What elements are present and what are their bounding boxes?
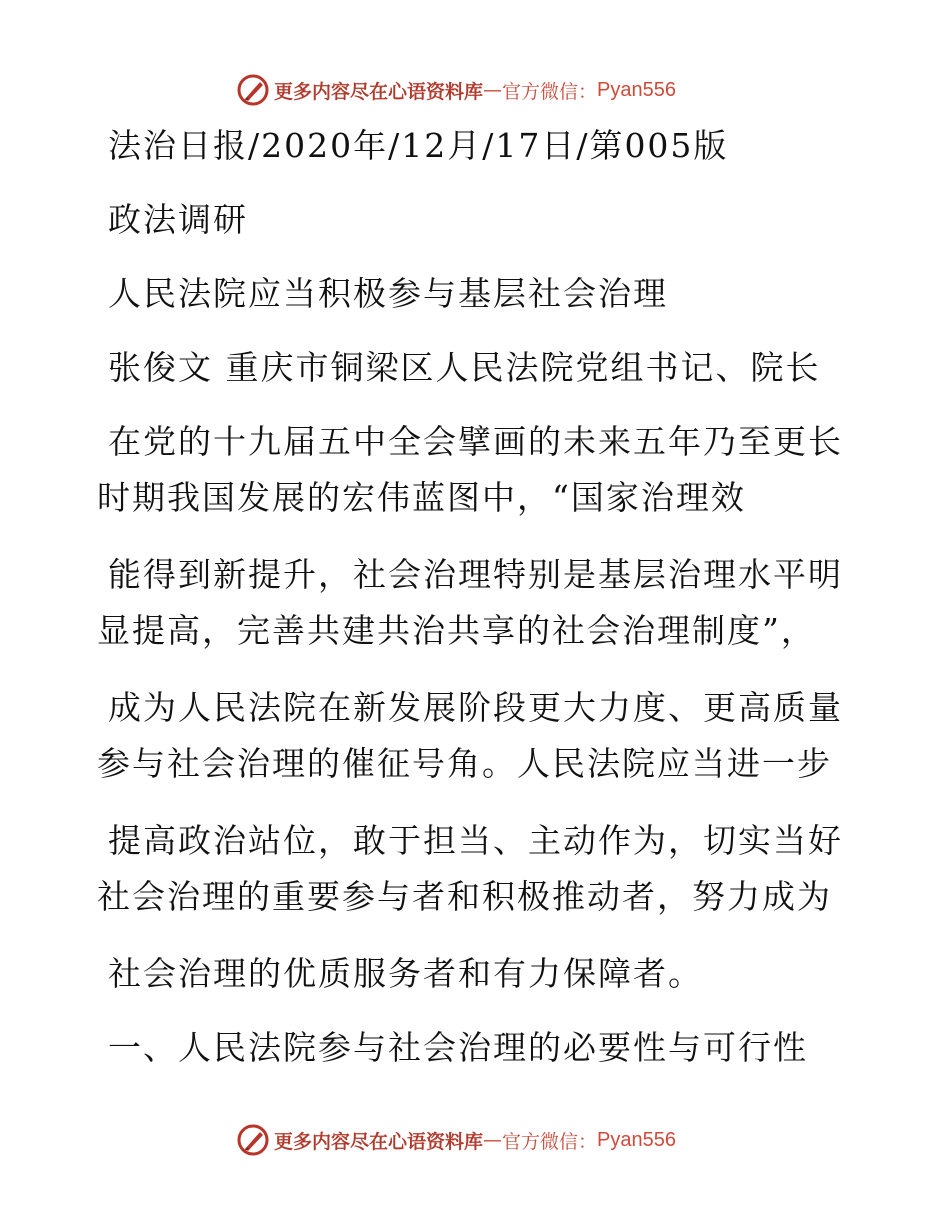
author-line: 张俊文 重庆市铜梁区人民法院党组书记、院长 xyxy=(108,348,821,387)
watermark-wechat-id: Pyan556 xyxy=(597,1128,676,1151)
watermark-banner-bottom xyxy=(236,1122,676,1158)
body-line: 在党的十九届五中全会擘画的未来五年乃至更长 xyxy=(108,422,843,461)
watermark-wechat-label: 官方微信： xyxy=(502,80,598,103)
section-label: 政法调研 xyxy=(108,200,248,239)
body-line: 提高政治站位，敢于担当、主动作为，切实当好 xyxy=(108,821,843,860)
body-line: 社会治理的优质服务者和有力保障者。 xyxy=(108,954,703,993)
watermark-text: 更多内容尽在心语资料库 xyxy=(274,1130,484,1153)
body-line: 成为人民法院在新发展阶段更大力度、更高质量 xyxy=(108,688,843,727)
body-line: 能得到新提升，社会治理特别是基层治理水平明 xyxy=(108,555,843,594)
body-line: 参与社会治理的催征号角。人民法院应当进一步 xyxy=(97,744,832,783)
pen-logo-icon xyxy=(236,1123,270,1157)
pen-logo-icon xyxy=(236,73,270,107)
body-line: 社会治理的重要参与者和积极推动者，努力成为 xyxy=(97,877,832,916)
section-heading: 一、人民法院参与社会治理的必要性与可行性 xyxy=(108,1028,808,1067)
body-line: 时期我国发展的宏伟蓝图中，“国家治理效 xyxy=(97,478,746,517)
article-title: 人民法院应当积极参与基层社会治理 xyxy=(108,274,668,313)
watermark-dash: — xyxy=(483,79,503,101)
watermark-banner-top xyxy=(236,72,676,108)
newspaper-dateline: 法治日报/2020年/12月/17日/第005版 xyxy=(108,126,729,165)
watermark-dash: — xyxy=(483,1129,503,1151)
body-line: 显提高，完善共建共治共享的社会治理制度”， xyxy=(97,611,816,650)
watermark-text: 更多内容尽在心语资料库 xyxy=(274,80,484,103)
watermark-wechat-id: Pyan556 xyxy=(597,78,676,101)
watermark-wechat-label: 官方微信： xyxy=(502,1130,598,1153)
